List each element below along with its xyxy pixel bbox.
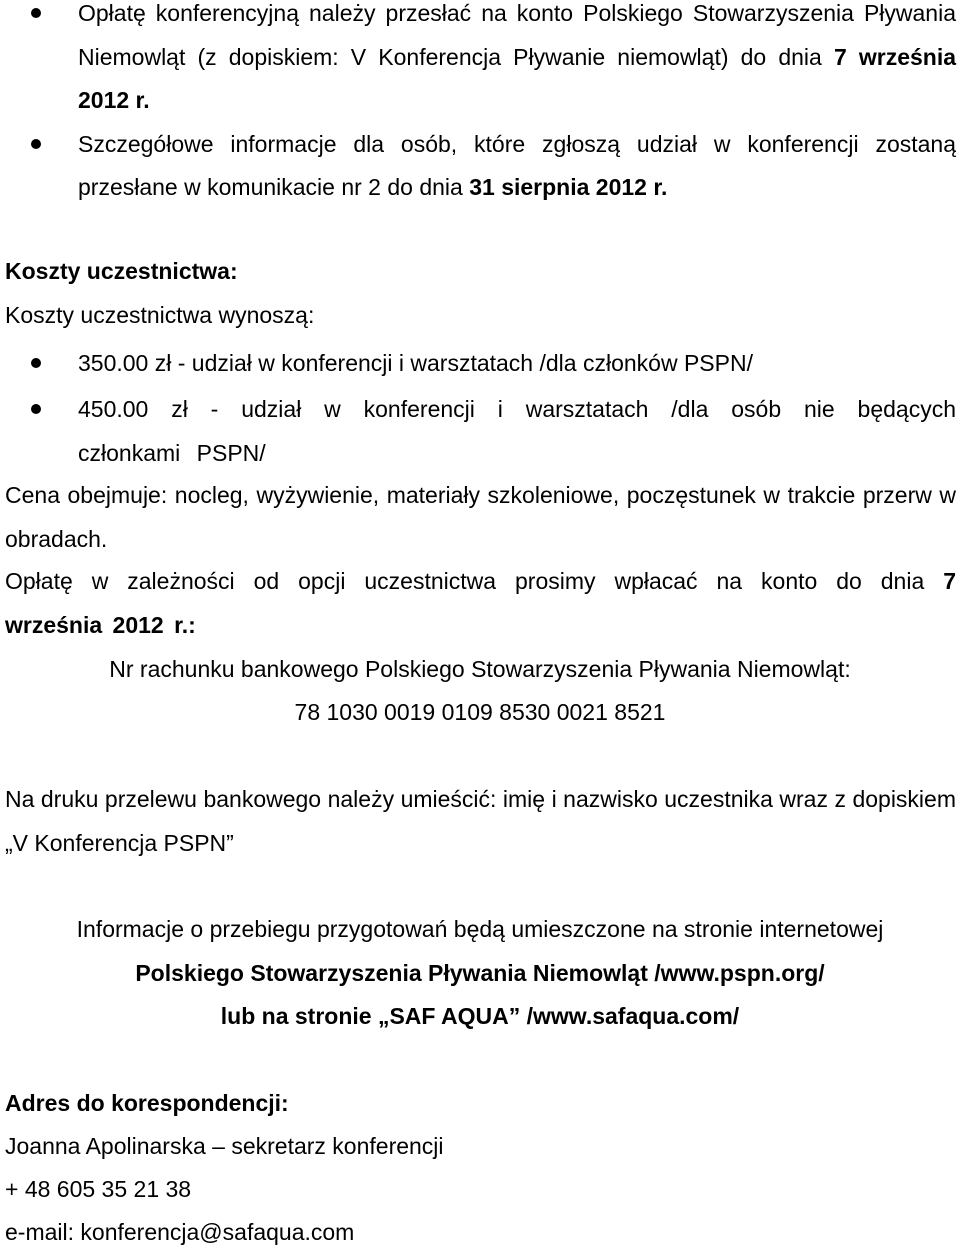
contact-name: Joanna Apolinarska – sekretarz konferencji bbox=[5, 1133, 444, 1159]
info-line-1: Informacje o przebiegu przygotowań będą umieszczone na stronie internetowej bbox=[76, 916, 884, 942]
bullet-icon bbox=[31, 358, 41, 368]
costs-heading: Koszty uczestnictwa: bbox=[5, 258, 238, 284]
payment-paragraph bbox=[0, 560, 956, 647]
conference-bullet-list bbox=[0, 0, 960, 210]
bullet-icon bbox=[31, 139, 41, 149]
list-item bbox=[0, 388, 956, 475]
bullet-icon bbox=[31, 8, 41, 18]
info-line-3: lub na stronie „SAF AQUA” /www.safaqua.com/ bbox=[220, 1003, 740, 1029]
bank-account-number: 78 1030 0019 0109 8530 0021 8521 bbox=[294, 699, 666, 725]
contact-email: e-mail: konferencja@safaqua.com bbox=[5, 1219, 355, 1245]
list-item bbox=[0, 0, 956, 123]
non-member-price: 450.00 zł - udział w konferencji i warsztatach /dla osób nie będących członkami PSPN/ bbox=[78, 396, 956, 466]
list-item bbox=[0, 123, 956, 210]
contact-heading: Adres do korespondencji: bbox=[5, 1090, 289, 1116]
list-item bbox=[0, 342, 956, 386]
costs-intro: Koszty uczestnictwa wynoszą: bbox=[5, 302, 315, 328]
member-price: 350.00 zł - udział w konferencji i warsztatach /dla członków PSPN/ bbox=[78, 350, 753, 376]
bullet-icon bbox=[31, 404, 41, 414]
costs-list-2 bbox=[0, 388, 960, 475]
payment-text: Opłatę w zależności od opcji uczestnictwa prosimy wpłacać na konto do dnia bbox=[5, 568, 944, 594]
bank-account-label: Nr rachunku bankowego Polskiego Stowarzyszenia Pływania Niemowląt: bbox=[109, 656, 851, 682]
details-info-text: Szczegółowe informacje dla osób, które zgłoszą udział w konferencji zostaną przesłane w komunikacie nr 2 do dnia bbox=[78, 130, 956, 200]
payment-instruction-text: Opłatę konferencyjną należy przesłać na konto Polskiego Stowarzyszenia Pływania Niemowląt (z dopiskiem: V Konferencja Pływanie niemowląt) do dnia bbox=[78, 0, 956, 70]
details-deadline: 31 sierpnia 2012 r. bbox=[469, 174, 668, 200]
payment-deadline-bold: 7 września 2012 r.: bbox=[5, 568, 956, 638]
contact-phone: + 48 605 35 21 38 bbox=[5, 1176, 192, 1202]
costs-list bbox=[0, 342, 960, 386]
price-includes: Cena obejmuje: nocleg, wyżywienie, materiały szkoleniowe, poczęstunek w trakcie przerw w obradach. bbox=[5, 482, 956, 552]
info-line-2: Polskiego Stowarzyszenia Pływania Niemowląt /www.pspn.org/ bbox=[135, 960, 825, 986]
transfer-note: Na druku przelewu bankowego należy umieścić: imię i nazwisko uczestnika wraz z dopiskiem „V Konferencja PSPN” bbox=[5, 786, 956, 856]
payment-deadline: 7 września 2012 r. bbox=[78, 43, 957, 113]
